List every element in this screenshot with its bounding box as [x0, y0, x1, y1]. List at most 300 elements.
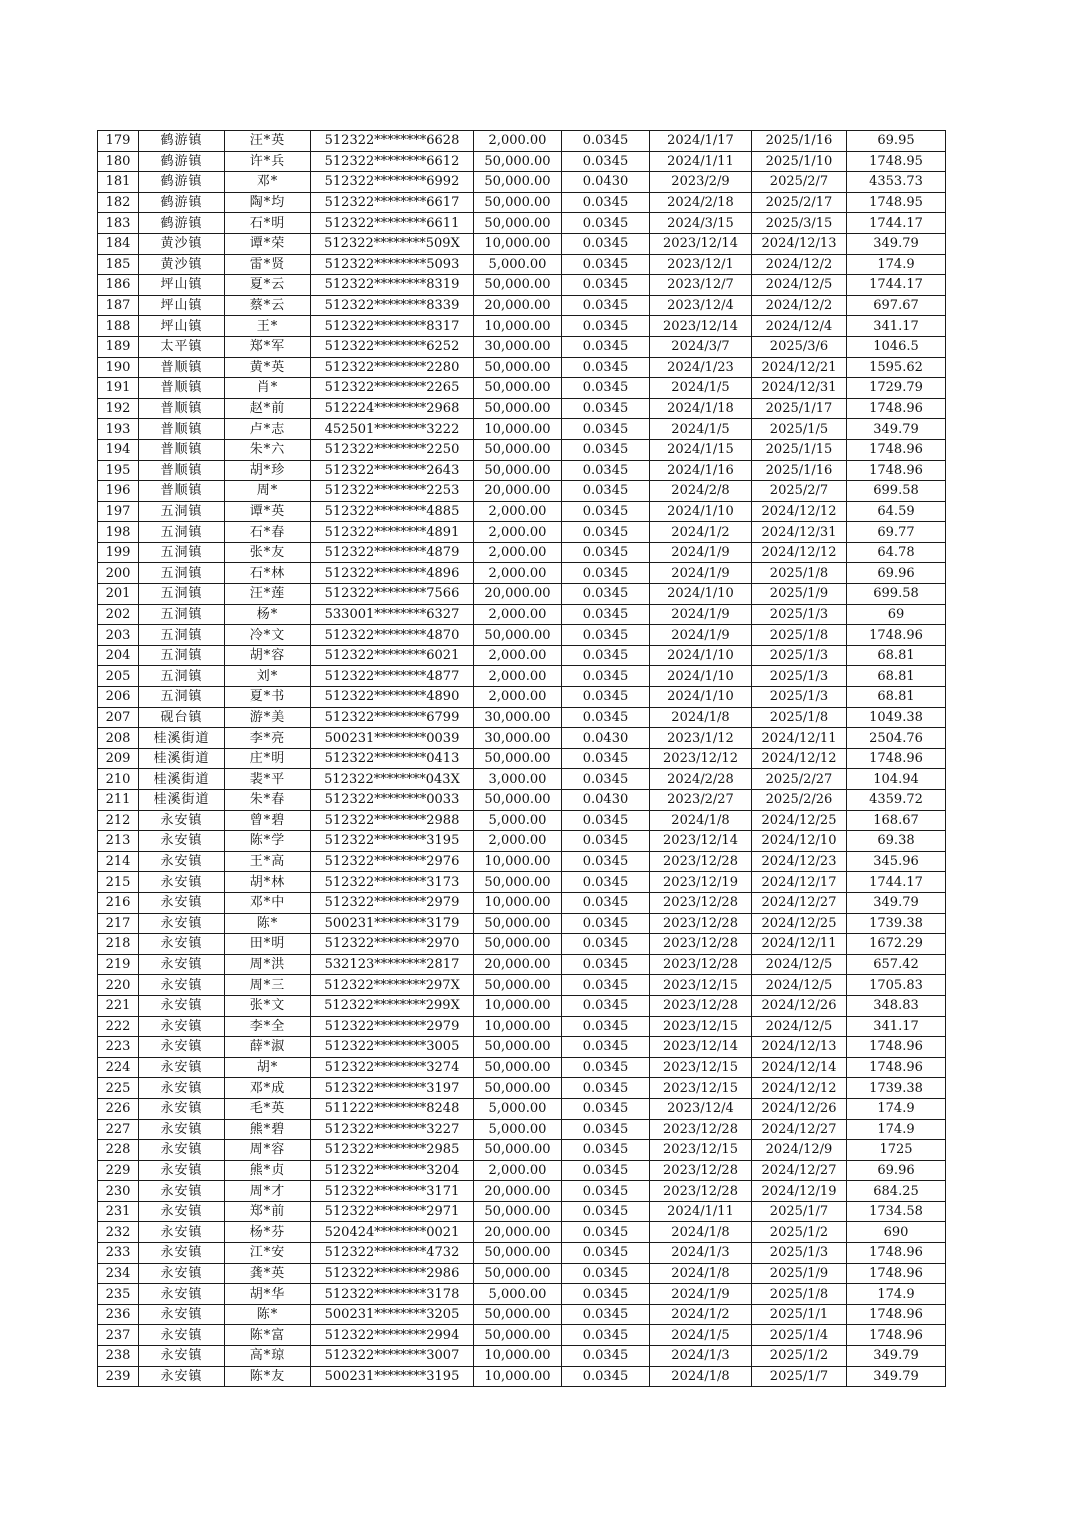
- town-cell: 永安镇: [139, 1304, 225, 1325]
- town-cell: 永安镇: [139, 851, 225, 872]
- end-date-cell: 2024/12/11: [752, 728, 847, 749]
- name-cell: 冷*文: [225, 625, 311, 646]
- amount-cell: 50,000.00: [474, 151, 562, 172]
- interest-cell: 1748.96: [847, 1037, 946, 1058]
- rate-cell: 0.0345: [562, 1119, 650, 1140]
- start-date-cell: 2023/12/14: [650, 831, 752, 852]
- amount-cell: 20,000.00: [474, 295, 562, 316]
- start-date-cell: 2023/12/7: [650, 275, 752, 296]
- town-cell: 永安镇: [139, 831, 225, 852]
- interest-cell: 1595.62: [847, 357, 946, 378]
- town-cell: 鹤游镇: [139, 172, 225, 193]
- name-cell: 夏*书: [225, 687, 311, 708]
- town-cell: 五洞镇: [139, 563, 225, 584]
- row-number-cell: 212: [98, 810, 139, 831]
- rate-cell: 0.0345: [562, 1201, 650, 1222]
- table-row: [98, 810, 946, 831]
- town-cell: 永安镇: [139, 1016, 225, 1037]
- town-cell: 永安镇: [139, 872, 225, 893]
- name-cell: 石*明: [225, 213, 311, 234]
- id-number-cell: 512322********4885: [311, 501, 474, 522]
- start-date-cell: 2024/1/8: [650, 1366, 752, 1387]
- table-row: [98, 1366, 946, 1387]
- start-date-cell: 2024/1/10: [650, 584, 752, 605]
- name-cell: 张*友: [225, 542, 311, 563]
- start-date-cell: 2024/1/18: [650, 398, 752, 419]
- name-cell: 李*全: [225, 1016, 311, 1037]
- start-date-cell: 2024/1/3: [650, 1243, 752, 1264]
- rate-cell: 0.0345: [562, 213, 650, 234]
- id-number-cell: 512322********5093: [311, 254, 474, 275]
- interest-cell: 68.81: [847, 666, 946, 687]
- name-cell: 毛*英: [225, 1098, 311, 1119]
- table-row: [98, 213, 946, 234]
- end-date-cell: 2024/12/11: [752, 934, 847, 955]
- rate-cell: 0.0345: [562, 1057, 650, 1078]
- name-cell: 邓*: [225, 172, 311, 193]
- rate-cell: 0.0345: [562, 666, 650, 687]
- name-cell: 杨*: [225, 604, 311, 625]
- name-cell: 郑*前: [225, 1201, 311, 1222]
- start-date-cell: 2024/2/18: [650, 192, 752, 213]
- id-number-cell: 512322********2986: [311, 1263, 474, 1284]
- id-number-cell: 512322********4896: [311, 563, 474, 584]
- end-date-cell: 2024/12/13: [752, 1037, 847, 1058]
- rate-cell: 0.0345: [562, 748, 650, 769]
- id-number-cell: 512322********2979: [311, 1016, 474, 1037]
- interest-cell: 69.95: [847, 131, 946, 152]
- table-row: [98, 748, 946, 769]
- id-number-cell: 512322********7566: [311, 584, 474, 605]
- start-date-cell: 2024/1/5: [650, 1325, 752, 1346]
- name-cell: 周*才: [225, 1181, 311, 1202]
- table-row: [98, 1304, 946, 1325]
- rate-cell: 0.0430: [562, 172, 650, 193]
- rate-cell: 0.0345: [562, 604, 650, 625]
- row-number-cell: 193: [98, 419, 139, 440]
- table-row: [98, 481, 946, 502]
- id-number-cell: 512322********4891: [311, 522, 474, 543]
- end-date-cell: 2024/12/12: [752, 501, 847, 522]
- interest-cell: 1734.58: [847, 1201, 946, 1222]
- table-row: [98, 1016, 946, 1037]
- table-row: [98, 1160, 946, 1181]
- rate-cell: 0.0345: [562, 131, 650, 152]
- start-date-cell: 2023/12/14: [650, 233, 752, 254]
- start-date-cell: 2023/12/15: [650, 1057, 752, 1078]
- rate-cell: 0.0345: [562, 851, 650, 872]
- interest-cell: 684.25: [847, 1181, 946, 1202]
- town-cell: 鹤游镇: [139, 151, 225, 172]
- rate-cell: 0.0345: [562, 357, 650, 378]
- interest-cell: 1748.96: [847, 1057, 946, 1078]
- id-number-cell: 500231********3179: [311, 913, 474, 934]
- amount-cell: 2,000.00: [474, 501, 562, 522]
- start-date-cell: 2023/12/15: [650, 1078, 752, 1099]
- town-cell: 五洞镇: [139, 542, 225, 563]
- town-cell: 永安镇: [139, 1119, 225, 1140]
- interest-cell: 349.79: [847, 1366, 946, 1387]
- amount-cell: 50,000.00: [474, 439, 562, 460]
- interest-cell: 69.38: [847, 831, 946, 852]
- row-number-cell: 188: [98, 316, 139, 337]
- interest-cell: 4353.73: [847, 172, 946, 193]
- name-cell: 朱*春: [225, 790, 311, 811]
- start-date-cell: 2024/1/5: [650, 419, 752, 440]
- rate-cell: 0.0345: [562, 1140, 650, 1161]
- id-number-cell: 500231********0039: [311, 728, 474, 749]
- interest-cell: 104.94: [847, 769, 946, 790]
- id-number-cell: 512322********4732: [311, 1243, 474, 1264]
- rate-cell: 0.0345: [562, 913, 650, 934]
- interest-cell: 348.83: [847, 995, 946, 1016]
- rate-cell: 0.0345: [562, 254, 650, 275]
- table-row: [98, 563, 946, 584]
- amount-cell: 3,000.00: [474, 769, 562, 790]
- amount-cell: 50,000.00: [474, 460, 562, 481]
- start-date-cell: 2023/12/1: [650, 254, 752, 275]
- rate-cell: 0.0345: [562, 1098, 650, 1119]
- table-row: [98, 1119, 946, 1140]
- row-number-cell: 237: [98, 1325, 139, 1346]
- name-cell: 谭*英: [225, 501, 311, 522]
- end-date-cell: 2024/12/25: [752, 810, 847, 831]
- amount-cell: 50,000.00: [474, 975, 562, 996]
- row-number-cell: 230: [98, 1181, 139, 1202]
- table-row: [98, 192, 946, 213]
- name-cell: 杨*芬: [225, 1222, 311, 1243]
- end-date-cell: 2024/12/12: [752, 1078, 847, 1099]
- row-number-cell: 205: [98, 666, 139, 687]
- table-row: [98, 1098, 946, 1119]
- table-row: [98, 913, 946, 934]
- town-cell: 永安镇: [139, 1325, 225, 1346]
- id-number-cell: 512322********4890: [311, 687, 474, 708]
- amount-cell: 30,000.00: [474, 707, 562, 728]
- table-row: [98, 1243, 946, 1264]
- id-number-cell: 512322********3197: [311, 1078, 474, 1099]
- amount-cell: 2,000.00: [474, 131, 562, 152]
- id-number-cell: 512322********3195: [311, 831, 474, 852]
- interest-cell: 1049.38: [847, 707, 946, 728]
- name-cell: 胡*华: [225, 1284, 311, 1305]
- end-date-cell: 2025/1/15: [752, 439, 847, 460]
- id-number-cell: 512322********2280: [311, 357, 474, 378]
- interest-cell: 349.79: [847, 892, 946, 913]
- town-cell: 永安镇: [139, 1140, 225, 1161]
- id-number-cell: 512322********2970: [311, 934, 474, 955]
- rate-cell: 0.0345: [562, 542, 650, 563]
- name-cell: 龚*英: [225, 1263, 311, 1284]
- town-cell: 普顺镇: [139, 481, 225, 502]
- town-cell: 五洞镇: [139, 584, 225, 605]
- table-row: [98, 645, 946, 666]
- interest-cell: 69.96: [847, 563, 946, 584]
- table-row: [98, 1346, 946, 1367]
- interest-cell: 69.77: [847, 522, 946, 543]
- start-date-cell: 2024/1/10: [650, 666, 752, 687]
- table-row: [98, 131, 946, 152]
- table-row: [98, 1284, 946, 1305]
- end-date-cell: 2025/2/27: [752, 769, 847, 790]
- start-date-cell: 2023/12/4: [650, 1098, 752, 1119]
- town-cell: 永安镇: [139, 1057, 225, 1078]
- amount-cell: 50,000.00: [474, 1263, 562, 1284]
- interest-cell: 341.17: [847, 316, 946, 337]
- end-date-cell: 2025/2/26: [752, 790, 847, 811]
- interest-cell: 349.79: [847, 233, 946, 254]
- rate-cell: 0.0345: [562, 1016, 650, 1037]
- name-cell: 汪*英: [225, 131, 311, 152]
- amount-cell: 50,000.00: [474, 1201, 562, 1222]
- interest-cell: 1748.96: [847, 439, 946, 460]
- id-number-cell: 533001********6327: [311, 604, 474, 625]
- end-date-cell: 2025/1/3: [752, 604, 847, 625]
- interest-cell: 174.9: [847, 1098, 946, 1119]
- amount-cell: 50,000.00: [474, 192, 562, 213]
- row-number-cell: 199: [98, 542, 139, 563]
- town-cell: 普顺镇: [139, 439, 225, 460]
- town-cell: 永安镇: [139, 1263, 225, 1284]
- start-date-cell: 2023/12/28: [650, 934, 752, 955]
- town-cell: 普顺镇: [139, 419, 225, 440]
- row-number-cell: 239: [98, 1366, 139, 1387]
- table-row: [98, 995, 946, 1016]
- amount-cell: 10,000.00: [474, 1366, 562, 1387]
- interest-cell: 1725: [847, 1140, 946, 1161]
- town-cell: 五洞镇: [139, 501, 225, 522]
- row-number-cell: 201: [98, 584, 139, 605]
- table-row: [98, 316, 946, 337]
- end-date-cell: 2024/12/31: [752, 522, 847, 543]
- rate-cell: 0.0345: [562, 378, 650, 399]
- amount-cell: 50,000.00: [474, 934, 562, 955]
- rate-cell: 0.0345: [562, 769, 650, 790]
- table-row: [98, 254, 946, 275]
- table-row: [98, 522, 946, 543]
- rate-cell: 0.0345: [562, 1037, 650, 1058]
- id-number-cell: 512322********509X: [311, 233, 474, 254]
- rate-cell: 0.0345: [562, 501, 650, 522]
- town-cell: 永安镇: [139, 1346, 225, 1367]
- end-date-cell: 2024/12/27: [752, 1160, 847, 1181]
- start-date-cell: 2024/1/8: [650, 810, 752, 831]
- rate-cell: 0.0345: [562, 439, 650, 460]
- start-date-cell: 2024/1/15: [650, 439, 752, 460]
- end-date-cell: 2024/12/5: [752, 275, 847, 296]
- interest-cell: 1046.5: [847, 336, 946, 357]
- start-date-cell: 2024/1/10: [650, 645, 752, 666]
- name-cell: 胡*林: [225, 872, 311, 893]
- end-date-cell: 2025/1/16: [752, 460, 847, 481]
- start-date-cell: 2023/12/28: [650, 913, 752, 934]
- rate-cell: 0.0345: [562, 398, 650, 419]
- name-cell: 肖*: [225, 378, 311, 399]
- amount-cell: 10,000.00: [474, 316, 562, 337]
- name-cell: 石*春: [225, 522, 311, 543]
- rate-cell: 0.0345: [562, 707, 650, 728]
- end-date-cell: 2025/3/6: [752, 336, 847, 357]
- town-cell: 普顺镇: [139, 378, 225, 399]
- rate-cell: 0.0345: [562, 1304, 650, 1325]
- name-cell: 周*三: [225, 975, 311, 996]
- row-number-cell: 225: [98, 1078, 139, 1099]
- table-row: [98, 934, 946, 955]
- start-date-cell: 2023/12/14: [650, 1037, 752, 1058]
- town-cell: 永安镇: [139, 954, 225, 975]
- amount-cell: 10,000.00: [474, 851, 562, 872]
- table-row: [98, 872, 946, 893]
- amount-cell: 2,000.00: [474, 542, 562, 563]
- row-number-cell: 218: [98, 934, 139, 955]
- end-date-cell: 2024/12/19: [752, 1181, 847, 1202]
- row-number-cell: 197: [98, 501, 139, 522]
- row-number-cell: 211: [98, 790, 139, 811]
- end-date-cell: 2024/12/25: [752, 913, 847, 934]
- interest-cell: 1748.96: [847, 398, 946, 419]
- start-date-cell: 2024/1/9: [650, 563, 752, 584]
- amount-cell: 2,000.00: [474, 645, 562, 666]
- name-cell: 朱*六: [225, 439, 311, 460]
- start-date-cell: 2024/1/2: [650, 1304, 752, 1325]
- id-number-cell: 512322********8339: [311, 295, 474, 316]
- id-number-cell: 500231********3205: [311, 1304, 474, 1325]
- end-date-cell: 2024/12/27: [752, 892, 847, 913]
- name-cell: 陈*学: [225, 831, 311, 852]
- start-date-cell: 2023/2/9: [650, 172, 752, 193]
- interest-cell: 174.9: [847, 1119, 946, 1140]
- town-cell: 永安镇: [139, 995, 225, 1016]
- start-date-cell: 2024/1/8: [650, 707, 752, 728]
- town-cell: 永安镇: [139, 934, 225, 955]
- town-cell: 桂溪街道: [139, 748, 225, 769]
- amount-cell: 50,000.00: [474, 748, 562, 769]
- amount-cell: 10,000.00: [474, 233, 562, 254]
- row-number-cell: 236: [98, 1304, 139, 1325]
- row-number-cell: 203: [98, 625, 139, 646]
- table-body: [98, 131, 946, 1387]
- row-number-cell: 192: [98, 398, 139, 419]
- end-date-cell: 2024/12/10: [752, 831, 847, 852]
- start-date-cell: 2023/12/19: [650, 872, 752, 893]
- table-row: [98, 1037, 946, 1058]
- table-row: [98, 769, 946, 790]
- id-number-cell: 512322********2643: [311, 460, 474, 481]
- town-cell: 永安镇: [139, 975, 225, 996]
- end-date-cell: 2025/1/8: [752, 625, 847, 646]
- id-number-cell: 512322********2979: [311, 892, 474, 913]
- end-date-cell: 2025/1/3: [752, 687, 847, 708]
- amount-cell: 2,000.00: [474, 687, 562, 708]
- end-date-cell: 2024/12/27: [752, 1119, 847, 1140]
- end-date-cell: 2024/12/17: [752, 872, 847, 893]
- name-cell: 曾*碧: [225, 810, 311, 831]
- id-number-cell: 512322********4870: [311, 625, 474, 646]
- amount-cell: 50,000.00: [474, 790, 562, 811]
- name-cell: 刘*: [225, 666, 311, 687]
- row-number-cell: 229: [98, 1160, 139, 1181]
- amount-cell: 10,000.00: [474, 1346, 562, 1367]
- interest-cell: 1748.96: [847, 1304, 946, 1325]
- name-cell: 张*文: [225, 995, 311, 1016]
- row-number-cell: 182: [98, 192, 139, 213]
- town-cell: 太平镇: [139, 336, 225, 357]
- id-number-cell: 512322********2976: [311, 851, 474, 872]
- table-row: [98, 501, 946, 522]
- end-date-cell: 2025/1/8: [752, 707, 847, 728]
- amount-cell: 30,000.00: [474, 728, 562, 749]
- start-date-cell: 2023/12/15: [650, 975, 752, 996]
- interest-cell: 699.58: [847, 481, 946, 502]
- town-cell: 永安镇: [139, 1222, 225, 1243]
- start-date-cell: 2024/3/7: [650, 336, 752, 357]
- town-cell: 坪山镇: [139, 275, 225, 296]
- interest-cell: 174.9: [847, 254, 946, 275]
- row-number-cell: 219: [98, 954, 139, 975]
- name-cell: 熊*碧: [225, 1119, 311, 1140]
- name-cell: 李*亮: [225, 728, 311, 749]
- end-date-cell: 2025/1/1: [752, 1304, 847, 1325]
- name-cell: 蔡*云: [225, 295, 311, 316]
- row-number-cell: 187: [98, 295, 139, 316]
- row-number-cell: 215: [98, 872, 139, 893]
- amount-cell: 20,000.00: [474, 481, 562, 502]
- town-cell: 桂溪街道: [139, 790, 225, 811]
- name-cell: 卢*志: [225, 419, 311, 440]
- table-row: [98, 233, 946, 254]
- start-date-cell: 2024/1/16: [650, 460, 752, 481]
- row-number-cell: 200: [98, 563, 139, 584]
- name-cell: 王*高: [225, 851, 311, 872]
- id-number-cell: 500231********3195: [311, 1366, 474, 1387]
- end-date-cell: 2025/1/8: [752, 1284, 847, 1305]
- town-cell: 永安镇: [139, 1366, 225, 1387]
- town-cell: 砚台镇: [139, 707, 225, 728]
- amount-cell: 50,000.00: [474, 1140, 562, 1161]
- name-cell: 陈*富: [225, 1325, 311, 1346]
- end-date-cell: 2025/1/2: [752, 1222, 847, 1243]
- id-number-cell: 512322********043X: [311, 769, 474, 790]
- start-date-cell: 2024/1/8: [650, 1222, 752, 1243]
- name-cell: 胡*: [225, 1057, 311, 1078]
- start-date-cell: 2024/1/10: [650, 501, 752, 522]
- end-date-cell: 2025/1/17: [752, 398, 847, 419]
- amount-cell: 2,000.00: [474, 1160, 562, 1181]
- end-date-cell: 2025/1/9: [752, 1263, 847, 1284]
- amount-cell: 30,000.00: [474, 336, 562, 357]
- rate-cell: 0.0345: [562, 233, 650, 254]
- town-cell: 永安镇: [139, 913, 225, 934]
- row-number-cell: 180: [98, 151, 139, 172]
- table-row: [98, 975, 946, 996]
- rate-cell: 0.0345: [562, 481, 650, 502]
- amount-cell: 5,000.00: [474, 1098, 562, 1119]
- town-cell: 五洞镇: [139, 604, 225, 625]
- interest-cell: 1705.83: [847, 975, 946, 996]
- amount-cell: 20,000.00: [474, 1222, 562, 1243]
- town-cell: 桂溪街道: [139, 769, 225, 790]
- table-row: [98, 892, 946, 913]
- id-number-cell: 512322********3227: [311, 1119, 474, 1140]
- id-number-cell: 512322********6628: [311, 131, 474, 152]
- name-cell: 裴*平: [225, 769, 311, 790]
- rate-cell: 0.0430: [562, 790, 650, 811]
- row-number-cell: 194: [98, 439, 139, 460]
- rate-cell: 0.0345: [562, 1243, 650, 1264]
- amount-cell: 50,000.00: [474, 625, 562, 646]
- table-row: [98, 1222, 946, 1243]
- name-cell: 王*: [225, 316, 311, 337]
